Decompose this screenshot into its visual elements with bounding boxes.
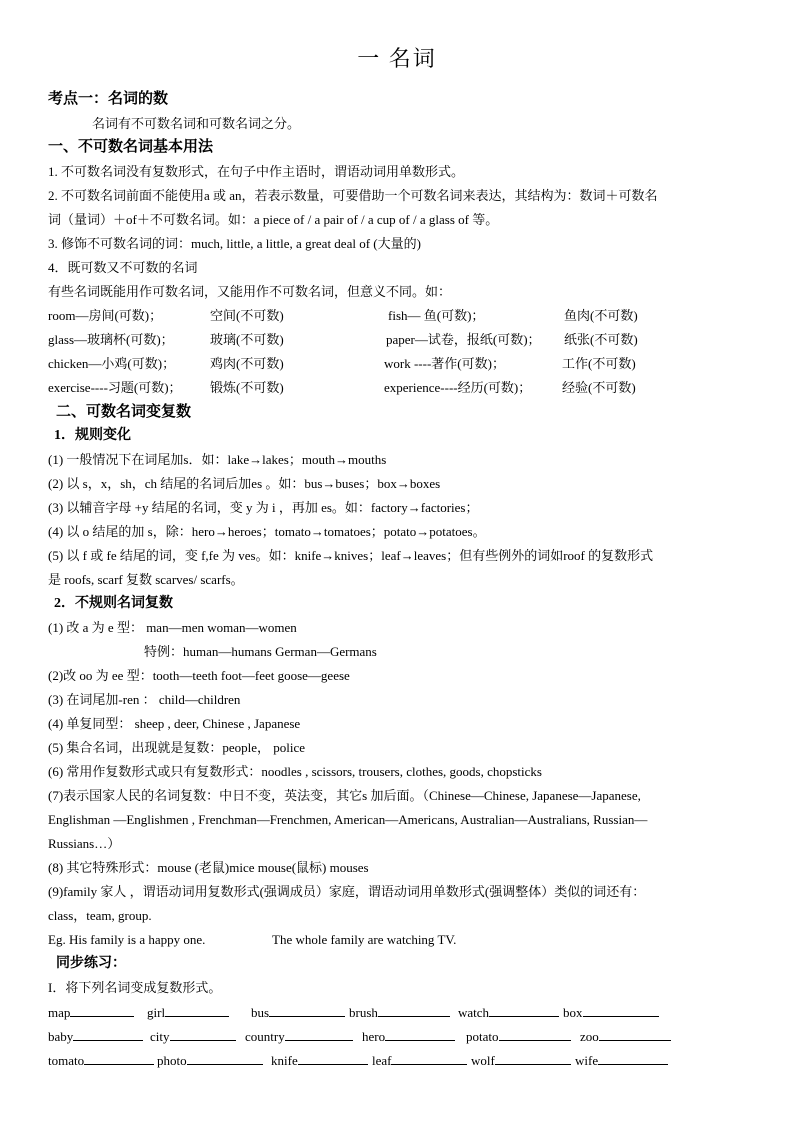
- irregular-heading: 2．不规则名词复数: [54, 596, 173, 611]
- section2-heading: 二、可数名词变复数: [56, 404, 192, 420]
- sec1-para3: 3. 修饰不可数名词的词：much, little, a little, a great deal of (大量的): [48, 236, 421, 251]
- answer-blank[interactable]: [489, 1003, 559, 1017]
- practice-item: [362, 1027, 455, 1046]
- word-cell: 经验(不可数): [562, 380, 636, 395]
- word-cell: fish— 鱼(可数)；: [388, 308, 485, 323]
- irregular-line: (5) 集合名词，出现就是复数：people， police: [48, 740, 306, 755]
- practice-item: [580, 1027, 671, 1046]
- section1-heading: 一、不可数名词基本用法: [48, 139, 214, 155]
- irregular-line: Russians…）: [48, 836, 121, 851]
- answer-blank[interactable]: [165, 1003, 229, 1017]
- irregular-line: (4) 单复同型： sheep , deer, Chinese , Japanese: [48, 716, 301, 731]
- practice-item: [147, 1003, 229, 1022]
- practice-word: box: [563, 1005, 583, 1020]
- practice-item: [245, 1027, 353, 1046]
- word-cell: 锻炼(不可数): [210, 380, 284, 395]
- answer-blank[interactable]: [378, 1003, 450, 1017]
- word-cell: 纸张(不可数): [564, 332, 638, 347]
- rule-line: (4) 以 o 结尾的加 s，除：hero→heroes；tomato→tomatoes；potato→potatoes。: [48, 524, 486, 539]
- practice-item: [48, 1003, 134, 1022]
- sec1-para2a: 2. 不可数名词前面不能使用a 或 an，若表示数量，可要借助一个可数名词来表达，其结构为：数词＋可数名: [48, 188, 658, 203]
- practice-item: [471, 1051, 571, 1070]
- irregular-line: Englishman —Englishmen , Frenchman—Frenchmen, American—Americans, Australian—Australians, Russian—: [48, 812, 648, 827]
- answer-blank[interactable]: [285, 1027, 353, 1041]
- practice-item: [48, 1027, 143, 1046]
- practice-word: potato: [466, 1029, 499, 1044]
- practice-item: [372, 1051, 467, 1070]
- practice-item: [48, 1051, 154, 1070]
- practice-item: [466, 1027, 571, 1046]
- practice-instruction: I．将下列名词变成复数形式。: [48, 980, 222, 995]
- word-cell: exercise----习题(可数)；: [48, 380, 182, 395]
- practice-word: country: [245, 1029, 285, 1044]
- answer-blank[interactable]: [495, 1051, 571, 1065]
- sec1-para5: 有些名词既能用作可数名词，又能用作不可数名词，但意义不同。如：: [48, 284, 452, 299]
- sec1-para4: 4．既可数又不可数的名词: [48, 260, 198, 275]
- practice-word: watch: [458, 1005, 490, 1020]
- practice-word: wife: [575, 1053, 599, 1068]
- irregular-line: class，team, group.: [48, 908, 152, 923]
- word-cell: chicken—小鸡(可数)；: [48, 356, 176, 371]
- word-cell: work ----著作(可数)；: [384, 356, 505, 371]
- practice-word: tomato: [48, 1053, 85, 1068]
- rule-line: (3) 以辅音字母 +y 结尾的名词，变 y 为 i ，再加 es。如：factory→factories；: [48, 500, 479, 515]
- sec1-para2b: 词（量词）＋of＋不可数名词。如：a piece of / a pair of / a cup of / a glass of 等。: [48, 212, 499, 227]
- practice-item: [563, 1003, 659, 1022]
- irregular-line: (2)改 oo 为 ee 型：tooth—teeth foot—feet goose—geese: [48, 668, 350, 683]
- practice-word: city: [150, 1029, 170, 1044]
- word-cell: 空间(不可数): [210, 308, 284, 323]
- practice-word: baby: [48, 1029, 74, 1044]
- answer-blank[interactable]: [599, 1027, 671, 1041]
- answer-blank[interactable]: [73, 1027, 143, 1041]
- practice-word: leaf: [372, 1053, 392, 1068]
- practice-item: [251, 1003, 345, 1022]
- practice-item: [575, 1051, 668, 1070]
- word-cell: paper—试卷，报纸(可数)；: [386, 332, 541, 347]
- practice-word: photo: [157, 1053, 187, 1068]
- page-title: 一 名词: [357, 46, 437, 71]
- practice-heading: 同步练习：: [56, 956, 126, 971]
- rule-line: 是 roofs, scarf 复数 scarves/ scarfs。: [48, 572, 244, 587]
- practice-word: map: [48, 1005, 71, 1020]
- answer-blank[interactable]: [187, 1051, 263, 1065]
- irregular-line: (8) 其它特殊形式：mouse (老鼠)mice mouse(鼠标) mouses: [48, 860, 369, 875]
- practice-word: wolf: [471, 1053, 495, 1068]
- practice-word: hero: [362, 1029, 386, 1044]
- irregular-line: (3) 在词尾加-ren ： child—children: [48, 692, 241, 707]
- answer-blank[interactable]: [385, 1027, 455, 1041]
- practice-word: zoo: [580, 1029, 599, 1044]
- answer-blank[interactable]: [269, 1003, 345, 1017]
- practice-word: bus: [251, 1005, 270, 1020]
- irregular-line: (1) 改 a 为 e 型： man—men woman—women: [48, 620, 297, 635]
- practice-word: knife: [271, 1053, 298, 1068]
- word-cell: 鱼肉(不可数): [564, 308, 638, 323]
- word-cell: room—房间(可数)；: [48, 308, 163, 323]
- practice-item: [150, 1027, 236, 1046]
- answer-blank[interactable]: [170, 1027, 236, 1041]
- intro-text: 名词有不可数名词和可数名词之分。: [92, 116, 301, 131]
- practice-item: [271, 1051, 368, 1070]
- answer-blank[interactable]: [391, 1051, 467, 1065]
- sec1-para1: 1. 不可数名词没有复数形式，在句子中作主语时，谓语动词用单数形式。: [48, 164, 465, 179]
- word-cell: experience----经历(可数)；: [384, 380, 532, 395]
- word-cell: 鸡肉(不可数): [210, 356, 284, 371]
- answer-blank[interactable]: [298, 1051, 368, 1065]
- regular-heading: 1．规则变化: [54, 428, 131, 443]
- practice-item: [458, 1003, 559, 1022]
- irregular-line: 特例：human—humans German—Germans: [144, 644, 377, 659]
- exam-point-heading: 考点一：名词的数: [48, 91, 169, 107]
- irregular-line: (6) 常用作复数形式或只有复数形式：noodles , scissors, trousers, clothes, goods, chopsticks: [48, 764, 542, 779]
- rule-line: (5) 以 f 或 fe 结尾的词，变 f,fe 为 ves。如：knife→knives；leaf→leaves；但有些例外的词如roof 的复数形式: [48, 548, 654, 563]
- answer-blank[interactable]: [84, 1051, 154, 1065]
- practice-item: [349, 1003, 450, 1022]
- answer-blank[interactable]: [583, 1003, 659, 1017]
- practice-word: girl: [147, 1005, 166, 1020]
- irregular-line: (7)表示国家人民的名词复数：中日不变，英法变，其它s 加后面。（Chinese—Chinese, Japanese—Japanese,: [48, 788, 641, 803]
- rule-line: (1) 一般情况下在词尾加s．如：lake→lakes；mouth→mouths: [48, 452, 387, 467]
- practice-word: brush: [349, 1005, 378, 1020]
- answer-blank[interactable]: [499, 1027, 571, 1041]
- practice-item: [157, 1051, 263, 1070]
- answer-blank[interactable]: [70, 1003, 134, 1017]
- word-cell: 工作(不可数): [562, 356, 636, 371]
- word-cell: glass—玻璃杯(可数)；: [48, 332, 174, 347]
- example-sentence-1: Eg. His family is a happy one.: [48, 932, 206, 947]
- rule-line: (2) 以 s，x，sh，ch 结尾的名词后加es 。如：bus→buses；box→boxes: [48, 476, 441, 491]
- irregular-line: (9)family 家人 ，谓语动词用复数形式(强调成员）家庭，谓语动词用单数形式(强调整体）类似的词还有：: [48, 884, 646, 899]
- word-cell: 玻璃(不可数): [210, 332, 284, 347]
- example-sentence-2: The whole family are watching TV.: [272, 932, 457, 947]
- answer-blank[interactable]: [598, 1051, 668, 1065]
